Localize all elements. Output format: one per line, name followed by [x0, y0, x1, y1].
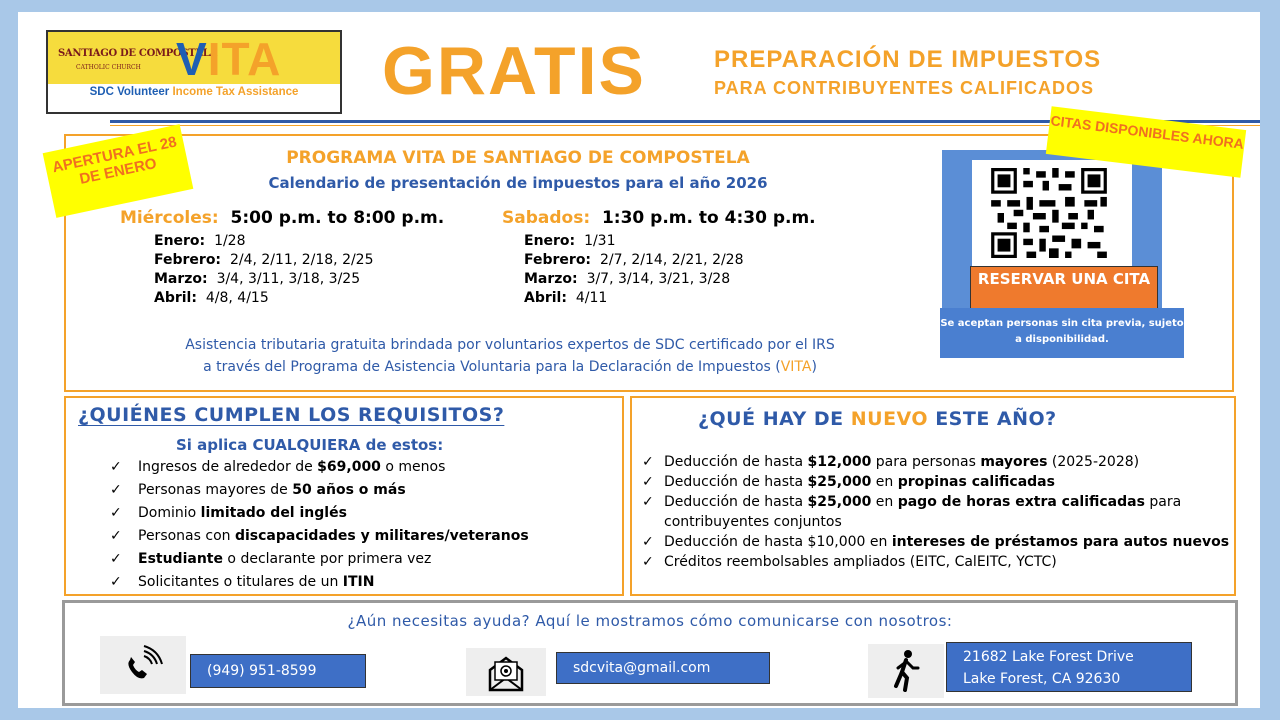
- list-item: ✓ Deducción de hasta $25,000 en pago de horas extra calificadas para contribuyentes conjuntos: [642, 494, 1182, 530]
- walk-in-note: Se aceptan personas sin cita previa, sujeto a disponibilidad.: [940, 308, 1184, 358]
- email-icon: [466, 648, 546, 696]
- sat-row-enero: Enero: 1/31: [524, 233, 616, 249]
- header-line-1: PREPARACIÓN DE IMPUESTOS: [714, 46, 1102, 73]
- gratis-title: GRATIS: [382, 33, 646, 109]
- phone-icon-box: [100, 636, 186, 694]
- flyer-page: [18, 12, 1260, 708]
- eligibility-title: ¿QUIÉNES CUMPLEN LOS REQUISITOS?: [78, 404, 505, 426]
- program-title: PROGRAMA VITA DE SANTIAGO DE COMPOSTELA: [286, 148, 750, 168]
- check-icon: ✓: [110, 551, 122, 567]
- check-icon: ✓: [110, 505, 122, 521]
- whats-new-list: [642, 452, 1232, 572]
- list-item: ✓ Deducción de hasta $12,000 para personas mayores (2025-2028): [642, 454, 1140, 470]
- logo-vita: VITA: [176, 33, 282, 85]
- logo-yellow-band: [48, 32, 340, 84]
- sat-row-abril: Abril: 4/11: [524, 290, 608, 306]
- eligibility-subtitle: Si aplica CUALQUIERA de estos:: [176, 436, 444, 454]
- logo-church-name: SANTIAGO DE COMPOSTELA: [58, 48, 217, 59]
- check-icon: ✓: [642, 554, 654, 570]
- list-item: ✓ Deducción de hasta $10,000 en intereses de préstamos para autos nuevos: [642, 534, 1230, 550]
- wednesday-dates: [154, 232, 374, 308]
- list-item: ✓ Ingresos de alrededor de $69,000 o menos: [96, 456, 616, 479]
- logo-tagline: SDC Volunteer Income Tax Assistance: [89, 86, 299, 98]
- appointments-available-badge: CITAS DISPONIBLES AHORA: [1046, 106, 1246, 178]
- address[interactable]: 21682 Lake Forest Drive Lake Forest, CA 92630: [946, 642, 1192, 692]
- whats-new-title: ¿QUÉ HAY DE NUEVO ESTE AÑO?: [698, 408, 1057, 430]
- check-icon: ✓: [642, 454, 654, 470]
- wed-row-abril: Abril: 4/8, 4/15: [154, 290, 269, 306]
- list-item: ✓ Solicitantes o titulares de un ITIN: [96, 571, 616, 594]
- walk-icon-box: [868, 644, 944, 698]
- list-item: ✓ Personas con discapacidades y militares/veteranos: [96, 525, 616, 548]
- program-subtitle: Calendario de presentación de impuestos para el año 2026: [268, 174, 768, 192]
- saturday-header: Sabados: 1:30 p.m. to 4:30 p.m.: [502, 208, 816, 228]
- list-item: ✓ Créditos reembolsables ampliados (EITC, CalEITC, YCTC): [642, 554, 1057, 570]
- wednesday-header: Miércoles: 5:00 p.m. to 8:00 p.m.: [120, 208, 445, 228]
- check-icon: ✓: [642, 474, 654, 490]
- list-item: ✓ Personas mayores de 50 años o más: [96, 479, 616, 502]
- opening-badge: APERTURA EL 28 DE ENERO: [43, 124, 194, 218]
- wed-row-enero: Enero: 1/28: [154, 233, 246, 249]
- list-item: ✓ Estudiante o declarante por primera vez: [96, 548, 616, 571]
- reserve-appointment-button[interactable]: RESERVAR UNA CITA: [970, 266, 1158, 310]
- check-icon: ✓: [110, 482, 122, 498]
- check-icon: ✓: [642, 534, 654, 550]
- sat-row-marzo: Marzo: 3/7, 3/14, 3/21, 3/28: [524, 271, 731, 287]
- check-icon: ✓: [110, 528, 122, 544]
- phone-number[interactable]: (949) 951-8599: [190, 654, 366, 688]
- qr-code-icon[interactable]: [990, 168, 1108, 258]
- email-icon-box: [466, 648, 546, 696]
- check-icon: ✓: [642, 494, 654, 510]
- wed-row-febrero: Febrero: 2/4, 2/11, 2/18, 2/25: [154, 252, 374, 268]
- walking-person-icon: [868, 644, 944, 698]
- contact-help-text: ¿Aún necesitas ayuda? Aquí le mostramos cómo comunicarse con nosotros:: [347, 612, 953, 630]
- phone-icon: [100, 636, 186, 694]
- check-icon: ✓: [110, 459, 122, 475]
- list-item: ✓ Dominio limitado del inglés: [96, 502, 616, 525]
- email-address[interactable]: sdcvita@gmail.com: [556, 652, 770, 684]
- logo-church-sub: CATHOLIC CHURCH: [76, 64, 141, 71]
- header-line-2: PARA CONTRIBUYENTES CALIFICADOS: [714, 78, 1095, 98]
- eligibility-list: [96, 456, 616, 594]
- sat-row-febrero: Febrero: 2/7, 2/14, 2/21, 2/28: [524, 252, 744, 268]
- wed-row-marzo: Marzo: 3/4, 3/11, 3/18, 3/25: [154, 271, 361, 287]
- assistance-note: Asistencia tributaria gratuita brindada por voluntarios expertos de SDC certificado por el IRS a través del Programa de Asistencia Voluntaria para la Declaración de Impuestos (VITA): [185, 337, 835, 375]
- vita-logo: [46, 30, 342, 114]
- saturday-dates: [524, 232, 744, 308]
- check-icon: ✓: [110, 574, 122, 590]
- list-item: ✓ Deducción de hasta $25,000 en propinas calificadas: [642, 474, 1055, 490]
